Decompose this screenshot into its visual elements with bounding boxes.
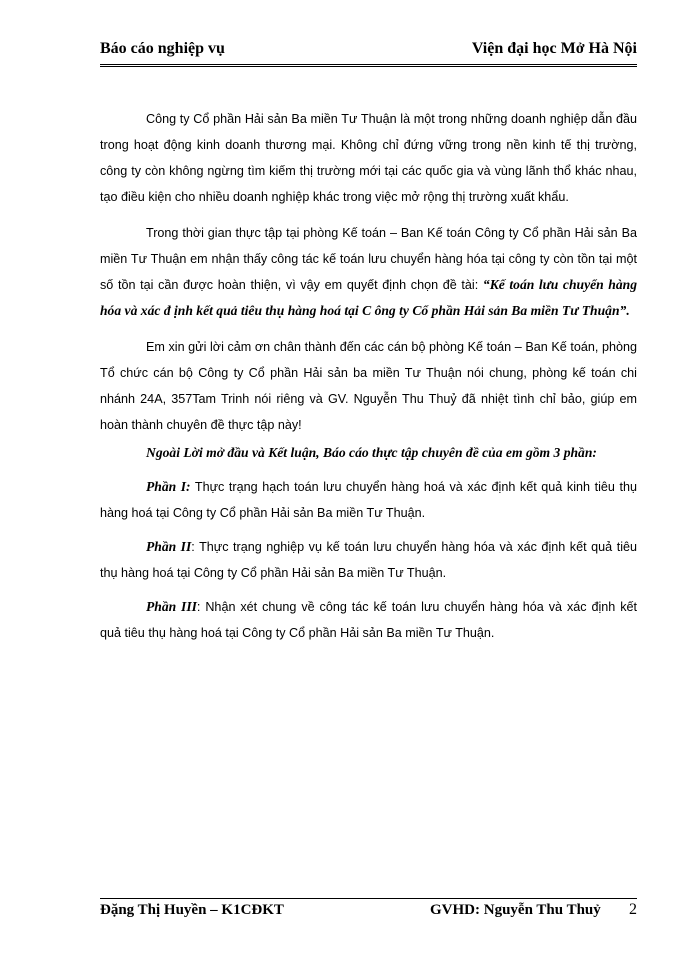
paragraph-company-intro: Công ty Cổ phần Hải sản Ba miền Tư Thuận là một trong những doanh nghiệp dẫn đầu trong hoạt động kinh doanh thương mại. Không chỉ đứng vững trong nền kinh tế thị trường, công ty còn không ngừng tìm kiếm thị trường mới tại các quốc gia và vùng lãnh thổ khác nhau, tạo điều kiện cho nhiều doanh nghiệp khác trong việc mở rộng thị trường xuất khẩu.	[100, 112, 637, 204]
page-footer	[100, 898, 637, 918]
part-3-text: : Nhận xét chung về công tác kế toán lưu chuyển hàng hóa và xác định kết quả tiêu thụ hàng hoá tại Công ty Cổ phần Hải sản Ba miền Tư Thuận.	[100, 600, 637, 640]
footer-advisor: GVHD: Nguyễn Thu Thuỷ	[430, 902, 601, 918]
part-2	[100, 534, 637, 586]
part-3-label: Phần III	[146, 599, 197, 614]
thesis-title: “Kế toán lưu chuyển hàng hóa và xác đ ịnh kết quả tiêu thụ hàng hoá tại C ông ty Cổ phần Hải sản Ba miền Tư Thuận”.	[100, 277, 637, 318]
header-report-title: Báo cáo nghiệp vụ	[100, 40, 225, 57]
internship-text: Trong thời gian thực tập tại phòng Kế toán – Ban Kế toán Công ty Cổ phần Hải sản Ba miền Tư Thuận em nhận thấy công tác kế toán lưu chuyển hàng hóa tại công ty còn tồn tại một số tồn tại cần được hoàn thiện, vì vậy em quyết định chọn đề tài:	[100, 226, 637, 292]
paragraph-acknowledgement: Em xin gửi lời cảm ơn chân thành đến các cán bộ phòng Kế toán – Ban Kế toán, phòng Tổ chức cán bộ Công ty Cổ phần Hải sản ba miền Tư Thuận nói chung, phòng kế toán chi nhánh 24A, 357Tam Trinh nói riêng và GV. Nguyễn Thu Thuỷ đã nhiệt tình chỉ bảo, giúp em hoàn thành chuyên đề thực tập này!	[100, 340, 637, 432]
part-2-text: : Thực trạng nghiệp vụ kế toán lưu chuyển hàng hóa và xác định kết quả tiêu thụ hàng hoá tại Công ty Cổ phần Hải sản Ba miền Tư Thuận.	[100, 540, 637, 580]
part-1	[100, 474, 637, 526]
page-header	[100, 40, 637, 67]
header-institution: Viện đại học Mở Hà Nội	[471, 40, 637, 57]
paragraph-structure: Ngoài Lời mở đầu và Kết luận, Báo cáo thực tập chuyên đề của em gồm 3 phần:	[146, 445, 597, 460]
part-1-text: Thực trạng hạch toán lưu chuyển hàng hoá và xác định kết quả kinh tiêu thụ hàng hoá tại Công ty Cổ phần Hải sản Ba miền Tư Thuận.	[100, 480, 637, 520]
paragraph-internship	[100, 220, 637, 324]
part-1-label: Phần I:	[146, 479, 191, 494]
document-body	[100, 106, 637, 646]
page-number: 2	[629, 901, 637, 918]
part-2-label: Phần II	[146, 539, 192, 554]
part-3	[100, 594, 637, 646]
footer-student: Đặng Thị Huyền – K1CĐKT	[100, 902, 284, 918]
